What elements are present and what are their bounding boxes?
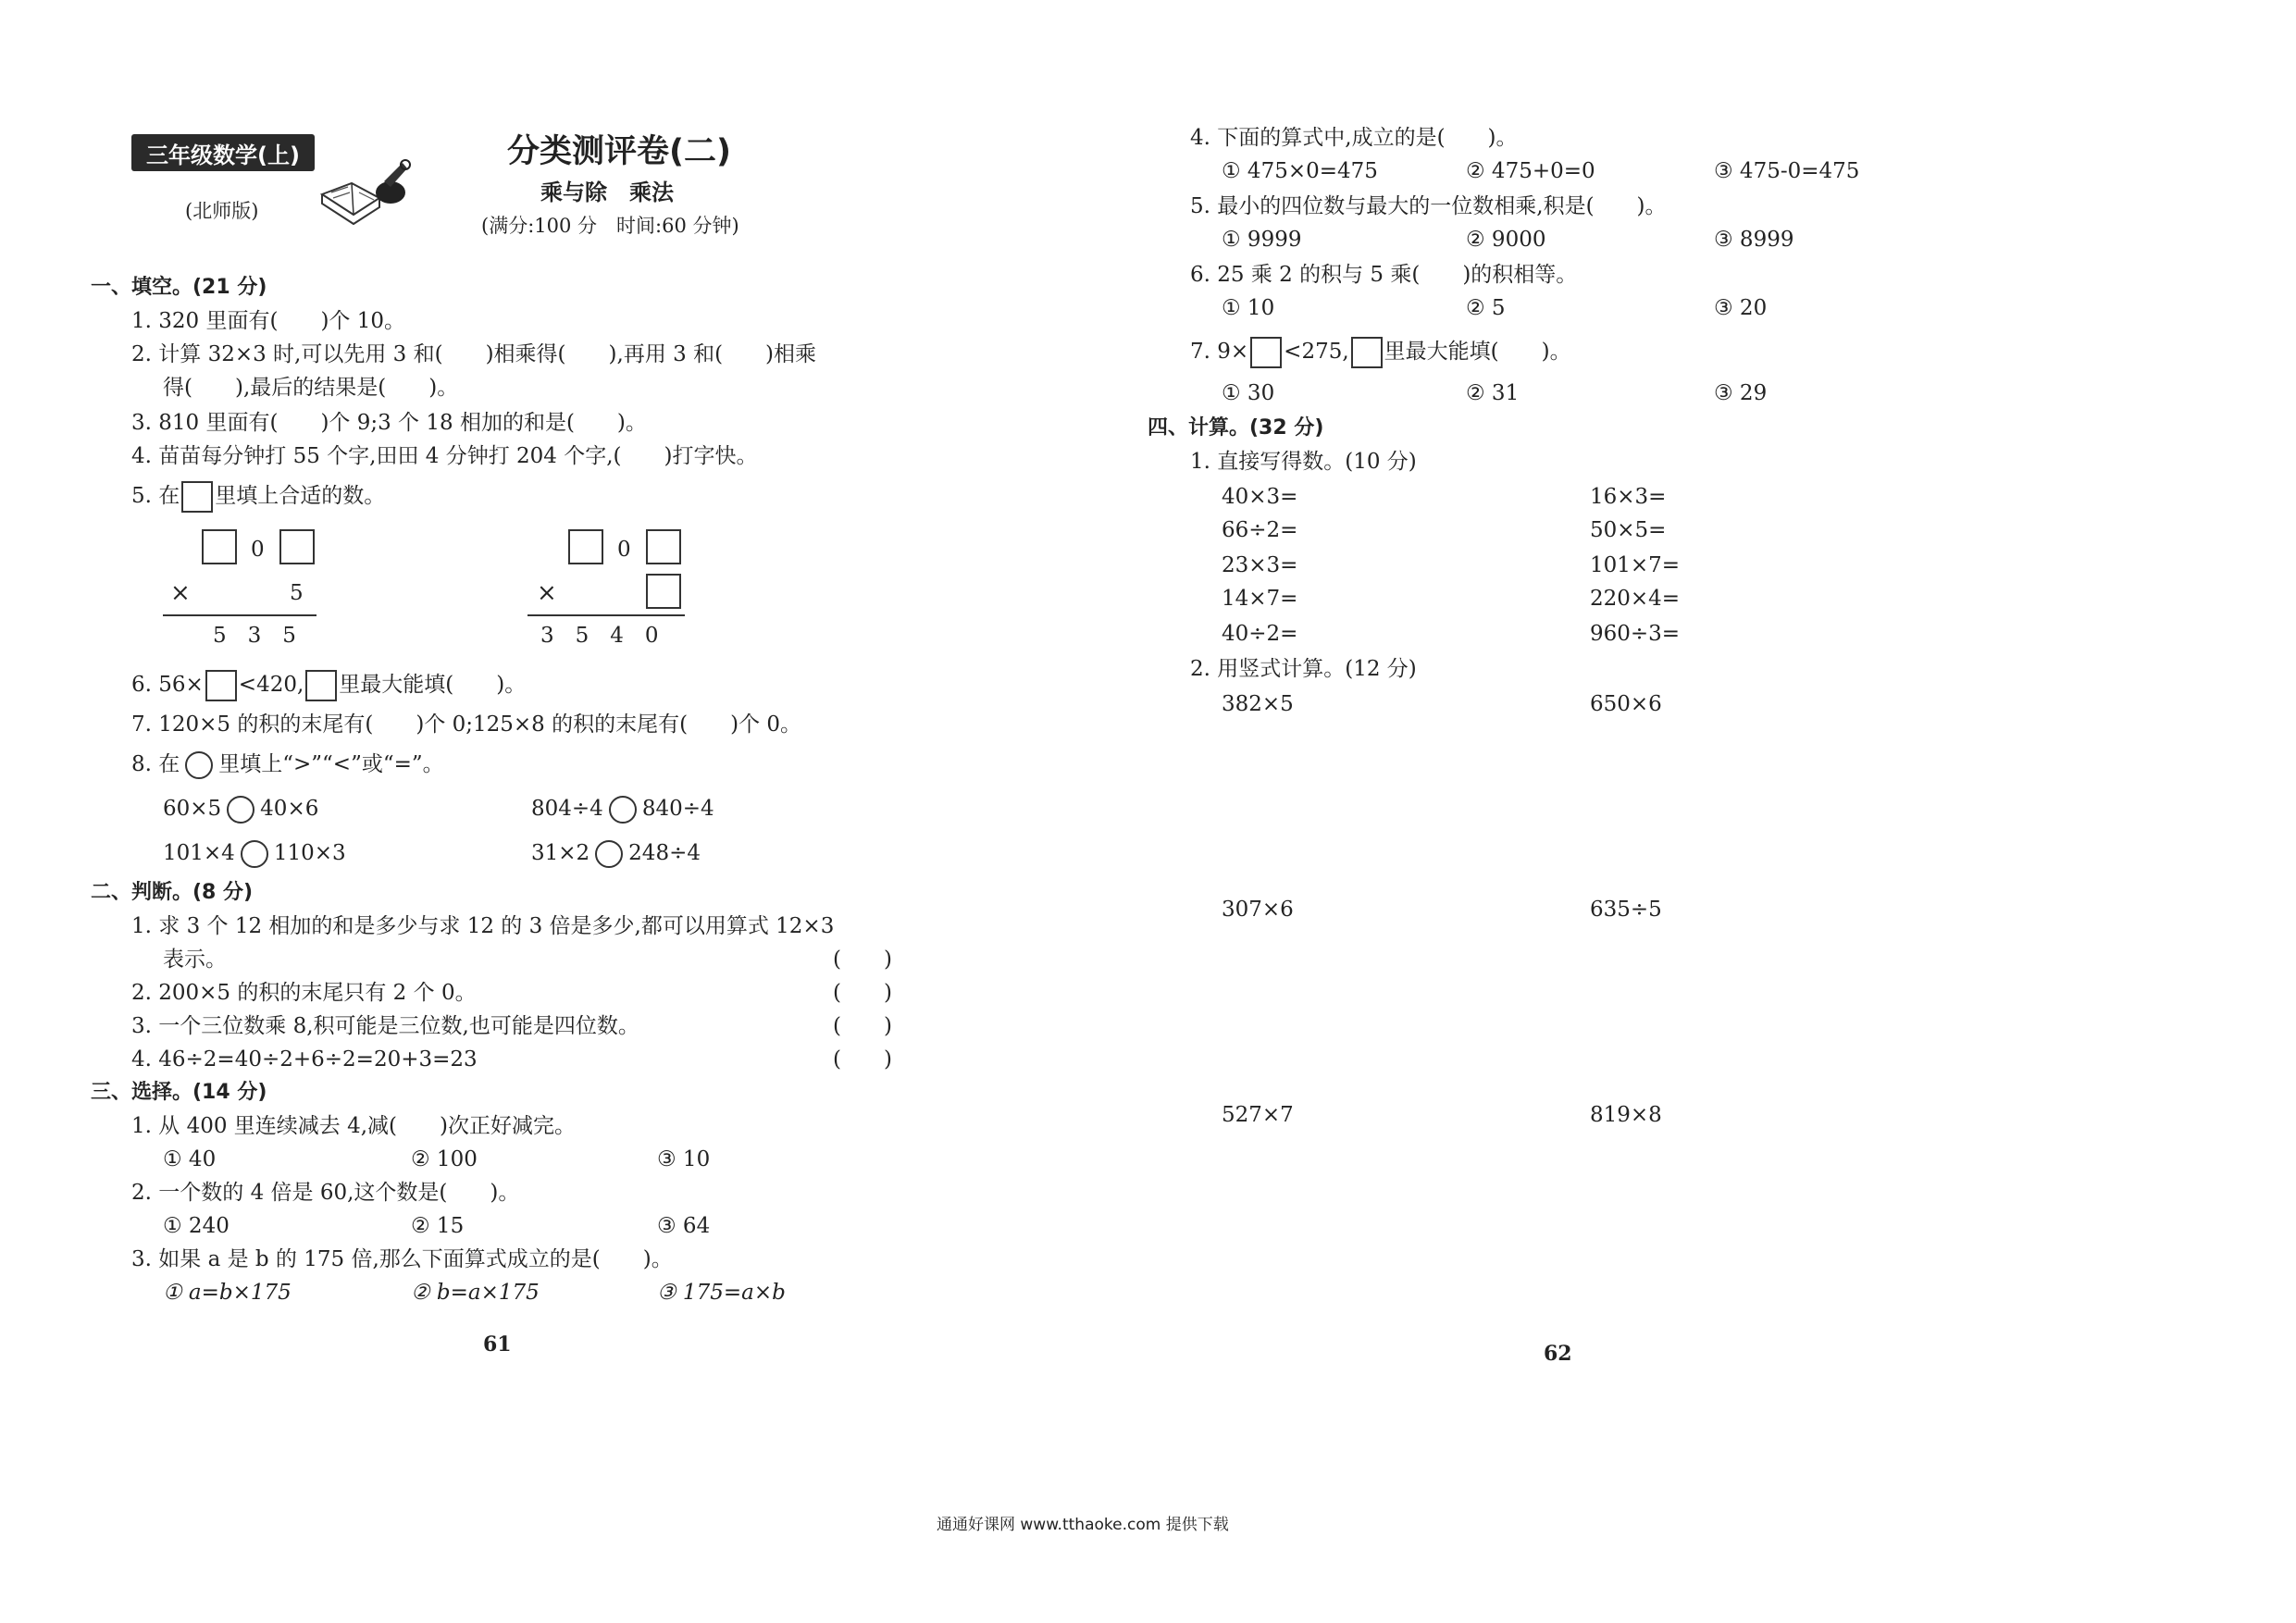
option[interactable]: ① 30 bbox=[1222, 381, 1275, 405]
direct-calc: 960÷3= bbox=[1590, 622, 1681, 646]
option[interactable]: ③ 20 bbox=[1714, 296, 1768, 320]
judge-paren[interactable]: ( ) bbox=[833, 1014, 892, 1038]
vertical-calc: 307×6 bbox=[1222, 898, 1294, 922]
s3-q4: 4. 下面的算式中,成立的是( )。 bbox=[1190, 126, 1518, 150]
s2-q1-line2: 表示。 bbox=[163, 948, 227, 972]
s1-q8 bbox=[131, 751, 444, 779]
compare-circle[interactable] bbox=[227, 796, 254, 824]
vertical-calc: 527×7 bbox=[1222, 1103, 1294, 1127]
cmp-left: 31×2 bbox=[531, 841, 590, 865]
option[interactable]: ② b=a×175 bbox=[411, 1281, 540, 1305]
compare-4 bbox=[531, 840, 701, 868]
direct-calc: 40×3= bbox=[1222, 485, 1298, 509]
answer-box[interactable] bbox=[305, 670, 337, 701]
section2-heading: 二、判断。(8 分) bbox=[91, 881, 254, 904]
direct-calc: 101×7= bbox=[1590, 553, 1681, 577]
option[interactable]: ③ 175=a×b bbox=[657, 1281, 786, 1305]
cmp-left: 804÷4 bbox=[531, 797, 603, 821]
option[interactable]: ① 240 bbox=[163, 1214, 230, 1238]
cmp-right: 248÷4 bbox=[628, 841, 701, 865]
s1-q6-post: 里最大能填( )。 bbox=[339, 673, 527, 697]
option[interactable]: ③ 64 bbox=[657, 1214, 711, 1238]
s2-q4: 4. 46÷2=40÷2+6÷2=20+3=23 bbox=[131, 1047, 478, 1072]
answer-box[interactable] bbox=[181, 481, 213, 513]
v1-box-ones[interactable] bbox=[279, 529, 315, 564]
answer-box[interactable] bbox=[1351, 337, 1383, 368]
s1-q2-line1: 2. 计算 32×3 时,可以先用 3 和( )相乘得( ),再用 3 和( )相乘 bbox=[131, 342, 817, 366]
section3-heading: 三、选择。(14 分) bbox=[91, 1081, 267, 1104]
compare-3 bbox=[163, 840, 346, 868]
s1-q3: 3. 810 里面有( )个 9;3 个 18 相加的和是( )。 bbox=[131, 411, 647, 435]
compare-2 bbox=[531, 796, 714, 824]
s1-q7: 7. 120×5 的积的末尾有( )个 0;125×8 的积的末尾有( )个 0。 bbox=[131, 712, 802, 737]
direct-calc: 14×7= bbox=[1222, 587, 1298, 611]
option[interactable]: ② 31 bbox=[1466, 381, 1520, 405]
s1-q5-post: 里填上合适的数。 bbox=[215, 484, 386, 508]
option[interactable]: ② 475+0=0 bbox=[1466, 159, 1595, 183]
answer-circle[interactable] bbox=[185, 751, 213, 779]
page-number-right: 62 bbox=[1544, 1342, 1572, 1366]
s2-q1-line1: 1. 求 3 个 12 相加的和是多少与求 12 的 3 倍是多少,都可以用算式 12×3 bbox=[131, 914, 835, 938]
cmp-right: 40×6 bbox=[260, 797, 319, 821]
s3-q7-post: 里最大能填( )。 bbox=[1384, 340, 1571, 364]
compare-1 bbox=[163, 796, 318, 824]
s3-q6: 6. 25 乘 2 的积与 5 乘( )的积相等。 bbox=[1190, 263, 1578, 287]
s1-q8-pre: 8. 在 bbox=[131, 752, 180, 776]
option[interactable]: ③ 475-0=475 bbox=[1714, 159, 1860, 183]
s1-q1: 1. 320 里面有( )个 10。 bbox=[131, 309, 405, 333]
judge-paren[interactable]: ( ) bbox=[833, 948, 892, 972]
s3-q2: 2. 一个数的 4 倍是 60,这个数是( )。 bbox=[131, 1181, 520, 1205]
cmp-left: 60×5 bbox=[163, 797, 222, 821]
s1-q5 bbox=[131, 481, 385, 513]
answer-box[interactable] bbox=[205, 670, 237, 701]
v2-rule bbox=[527, 614, 685, 616]
s3-q7-pre: 7. 9× bbox=[1190, 340, 1249, 364]
s2-q2: 2. 200×5 的积的末尾只有 2 个 0。 bbox=[131, 981, 477, 1005]
page-subtitle: 乘与除 乘法 bbox=[540, 180, 674, 205]
v2-top-digit: 0 bbox=[617, 538, 631, 562]
s3-q7-mid: <275, bbox=[1284, 340, 1349, 364]
v2-result: 3 5 4 0 bbox=[540, 624, 659, 648]
section4-heading: 四、计算。(32 分) bbox=[1148, 416, 1324, 440]
section1-heading: 一、填空。(21 分) bbox=[91, 276, 267, 299]
direct-calc: 16×3= bbox=[1590, 485, 1667, 509]
s3-q1: 1. 从 400 里连续减去 4,减( )次正好减完。 bbox=[131, 1114, 576, 1138]
s3-q3: 3. 如果 a 是 b 的 175 倍,那么下面算式成立的是( )。 bbox=[131, 1247, 673, 1271]
v2-box-multiplier[interactable] bbox=[646, 574, 681, 609]
edition-label: (北师版) bbox=[185, 200, 259, 222]
compare-circle[interactable] bbox=[609, 796, 637, 824]
s1-q8-post: 里填上“>”“<”或“=”。 bbox=[218, 752, 444, 776]
direct-calc: 220×4= bbox=[1590, 587, 1681, 611]
compare-circle[interactable] bbox=[241, 840, 268, 868]
cmp-right: 110×3 bbox=[273, 841, 346, 865]
cmp-left: 101×4 bbox=[163, 841, 235, 865]
compare-circle[interactable] bbox=[595, 840, 623, 868]
option[interactable]: ① 40 bbox=[163, 1147, 217, 1171]
direct-calc: 23×3= bbox=[1222, 553, 1298, 577]
v1-top-digit: 0 bbox=[251, 538, 265, 562]
option[interactable]: ② 15 bbox=[411, 1214, 465, 1238]
v1-box-hundreds[interactable] bbox=[202, 529, 237, 564]
v1-multiplier: 5 bbox=[290, 581, 304, 605]
s1-q5-pre: 5. 在 bbox=[131, 484, 180, 508]
vertical-calc: 635÷5 bbox=[1590, 898, 1662, 922]
option[interactable]: ① 475×0=475 bbox=[1222, 159, 1378, 183]
grade-badge: 三年级数学(上) bbox=[131, 134, 315, 171]
s1-q2-line2: 得( ),最后的结果是( )。 bbox=[163, 376, 459, 400]
v2-times-sign: × bbox=[537, 579, 557, 607]
direct-calc: 66÷2= bbox=[1222, 518, 1298, 542]
s3-q5: 5. 最小的四位数与最大的一位数相乘,积是( )。 bbox=[1190, 194, 1667, 218]
direct-calc: 40÷2= bbox=[1222, 622, 1298, 646]
vertical-calc: 650×6 bbox=[1590, 692, 1662, 716]
s2-q3: 3. 一个三位数乘 8,积可能是三位数,也可能是四位数。 bbox=[131, 1014, 639, 1038]
v2-box-ones[interactable] bbox=[646, 529, 681, 564]
direct-calc: 50×5= bbox=[1590, 518, 1667, 542]
s1-q4: 4. 苗苗每分钟打 55 个字,田田 4 分钟打 204 个字,( )打字快。 bbox=[131, 444, 758, 468]
judge-paren[interactable]: ( ) bbox=[833, 981, 892, 1005]
option[interactable]: ① 9999 bbox=[1222, 228, 1302, 252]
option[interactable]: ③ 29 bbox=[1714, 381, 1768, 405]
v2-box-hundreds[interactable] bbox=[568, 529, 603, 564]
option[interactable]: ② 9000 bbox=[1466, 228, 1546, 252]
s4-sub2: 2. 用竖式计算。(12 分) bbox=[1190, 657, 1417, 681]
vertical-calc: 382×5 bbox=[1222, 692, 1294, 716]
option[interactable]: ② 100 bbox=[411, 1147, 478, 1171]
v1-result: 5 3 5 bbox=[213, 624, 296, 648]
option[interactable]: ① 10 bbox=[1222, 296, 1275, 320]
vertical-calc: 819×8 bbox=[1590, 1103, 1662, 1127]
judge-paren[interactable]: ( ) bbox=[833, 1047, 892, 1072]
book-pen-icon bbox=[315, 157, 416, 229]
option[interactable]: ③ 8999 bbox=[1714, 228, 1794, 252]
option[interactable]: ③ 10 bbox=[657, 1147, 711, 1171]
s1-q6-mid: <420, bbox=[238, 673, 304, 697]
option[interactable]: ① a=b×175 bbox=[163, 1281, 292, 1305]
page-title: 分类测评卷(二) bbox=[507, 133, 731, 170]
page-number-left: 61 bbox=[483, 1332, 512, 1357]
exam-info: (满分:100 分 时间:60 分钟) bbox=[481, 215, 739, 237]
cmp-right: 840÷4 bbox=[641, 797, 714, 821]
s1-q6 bbox=[131, 670, 526, 701]
s4-sub1: 1. 直接写得数。(10 分) bbox=[1190, 450, 1417, 474]
v1-times-sign: × bbox=[170, 579, 191, 607]
answer-box[interactable] bbox=[1250, 337, 1282, 368]
footer-credit: 通通好课网 www.tthaoke.com 提供下载 bbox=[937, 1516, 1229, 1534]
s1-q6-pre: 6. 56× bbox=[131, 673, 204, 697]
v1-rule bbox=[163, 614, 316, 616]
option[interactable]: ② 5 bbox=[1466, 296, 1506, 320]
s3-q7 bbox=[1190, 337, 1571, 368]
